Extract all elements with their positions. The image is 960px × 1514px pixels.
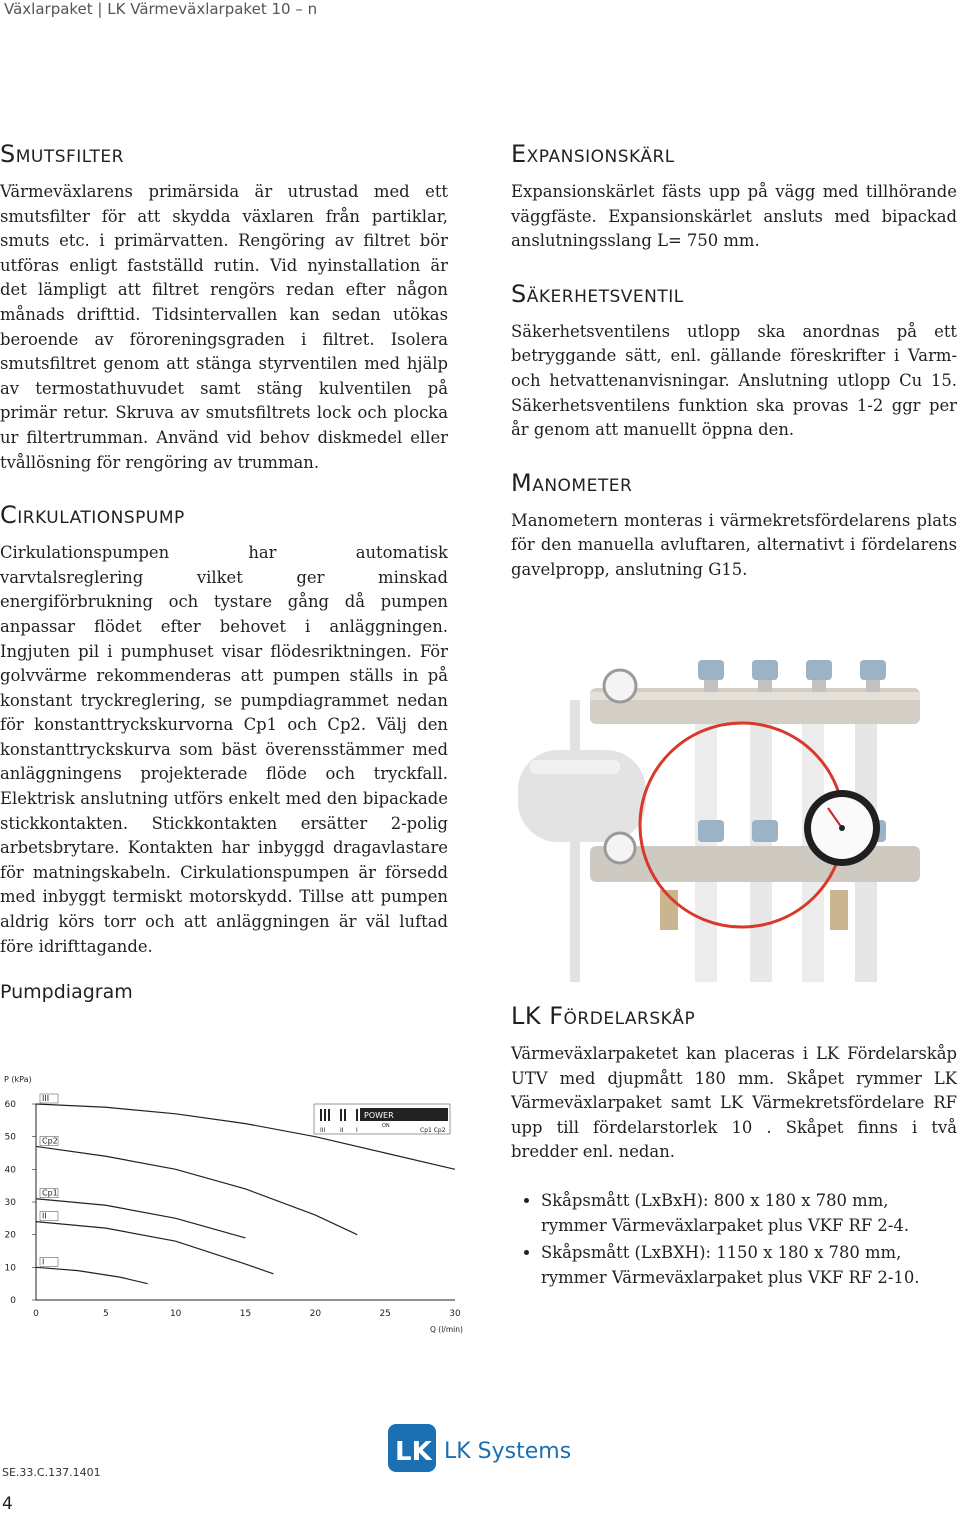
series-line-i [36, 1267, 148, 1283]
list-item: • Skåpsmått (LxBXH): 1150 x 180 x 780 mm, rymmer Värmeväxlarpaket plus VKF RF 2-10. [541, 1241, 957, 1290]
page-header: Växlarpaket | LK Värmeväxlarpaket 10 – n [4, 0, 318, 18]
lk-systems-logo [388, 1424, 588, 1476]
y-axis-label: P (kPa) [4, 1075, 32, 1084]
smutsfilter-heading: Smutsfilter [0, 140, 124, 168]
x-tick-label: 25 [379, 1309, 391, 1319]
bar-icon-5 [344, 1109, 346, 1121]
chart-curves [36, 1104, 455, 1284]
cabinet-size-list [511, 1189, 957, 1290]
legend-label-iii: III [320, 1127, 326, 1134]
expansionskarl-text: Expansionskärlet fästs upp på vägg med tillhörande väggfäste. Expansionskärlet ansluts med bipackad anslutningsslang L= 750 mm. [511, 182, 957, 251]
y-tick-label: 30 [4, 1198, 16, 1208]
series-line-cp2 [36, 1146, 357, 1234]
on-label: ON [382, 1123, 390, 1129]
logo-text: LK Systems [444, 1439, 572, 1464]
list-item: • Skåpsmått (LxBxH): 800 x 180 x 780 mm, rymmer Värmeväxlarpaket plus VKF RF 2-4. [541, 1189, 957, 1238]
x-tick-label: 30 [449, 1309, 461, 1319]
lk-fordelarskap-section [511, 1002, 957, 1293]
y-tick-label: 20 [4, 1230, 16, 1241]
bar-icon-3 [328, 1109, 330, 1121]
y-tick-label: 60 [4, 1100, 16, 1110]
expansionskarl-heading: Expansionskärl [511, 140, 675, 168]
manometer-heading: Manometer [511, 468, 633, 497]
legend-label-ii: II [340, 1127, 344, 1134]
curve-labels [40, 1094, 58, 1266]
smutsfilter-text: Värmeväxlarens primärsida är utrustad med ett smutsfilter för att skydda växlaren från partiklar, smuts etc. i primärvatten. Rengöring av filtret bör utföras enligt fastställd rutin. Vid nyinstallation är det lämpligt att filtret rengörs redan efter någon månads drifttid. Tidsintervallen kan sedan utökas beroende av föroreningsgraden i filtret. Isolera smutsfiltret genom att stänga styrventilen med hjälp av termostathuvudet samt stäng kulventilen på primär retur. Skruva av smutsfiltrets lock och plocka ur filtertrumman. Använd vid behov diskmedel eller tvållösning för rengöring av trumman. [0, 182, 448, 472]
logo-mark-text: LK [395, 1437, 432, 1467]
series-label: II [42, 1211, 47, 1221]
series-label: III [42, 1094, 50, 1103]
control-panel-legend [314, 1104, 450, 1134]
x-tick-label: 15 [239, 1309, 252, 1319]
power-label: POWER [364, 1111, 394, 1120]
legend-label-i: I [356, 1127, 358, 1134]
pumpdiagram-heading: Pumpdiagram [0, 981, 133, 1004]
series-label: I [42, 1257, 45, 1267]
document-number: SE.33.C.137.1401 [2, 1466, 101, 1479]
x-tick-label: 0 [33, 1309, 39, 1319]
cirkulationspump-text: Cirkulationspumpen har automatisk varvtalsreglering vilket ger minskad energiförbrukning och tystare gång då pumpen anpassar flödet efter behovet i anläggningen. Ingjuten pil i pumphuset visar flödesriktningen. För golvvärme rekommenderas att pumpen ställs in på konstant tryckreglering, se pumpdiagrammet nedan för konstanttryckskurvorna Cp1 och Cp2. Välj den konstanttryckskurva som bäst överensstämmer med anläggningens projekterade flöde och tryckfall. Elektrisk anslutning utförs enkelt med den bipackade stickkontakten. Stickkontakten ersätter 2-polig arbetsbrytare. Kontakten har inbyggd dragavlastare för matningskabeln. Cirkulationspumpen är försedd med inbyggt termiskt motorskydd. Tillse att pumpen aldrig körs torr och att anläggningen är väl luftad före idrifttagande. [0, 543, 448, 956]
right-column [511, 140, 957, 583]
bar-icon-6 [356, 1109, 358, 1121]
series-label: Cp1 [42, 1188, 58, 1198]
chart-ticks [5, 1100, 461, 1319]
lk-fordelarskap-text: Värmeväxlarpaketet kan placeras i LK Fördelarskåp UTV med djupmått 180 mm. Skåpet rymmer LK Värmeväxlarpaket samt LK Värmekretsfördelare RF upp till fördelarstorlek 10 . Skåpet finns i två bredder enl. nedan. [511, 1044, 957, 1162]
y-tick-label: 10 [4, 1263, 16, 1274]
sakerhetsventil-text: Säkerhetsventilens utlopp ska anordnas på ett betryggande sätt, enl. gällande föreskrifter i Varm- och hetvattenanvisningar. Anslutning utlopp Cu 15. Säkerhetsventilens funktion ska provas 1-2 ggr per år genom att manuellt öppna den. [511, 321, 957, 440]
y-tick-label: 0 [10, 1296, 16, 1306]
y-tick-label: 40 [4, 1165, 16, 1176]
manometer-text: Manometern monteras i värmekretsfördelarens plats för den manuella avluftaren, alternativt i fördelarens gavelpropp, anslutning G15. [511, 510, 957, 579]
cirkulationspump-heading: Cirkulationspump [0, 501, 185, 530]
legend-cp-labels: Cp1 Cp2 [420, 1127, 446, 1134]
series-label: Cp2 [42, 1136, 58, 1146]
x-tick-label: 20 [309, 1309, 322, 1319]
y-tick-label: 50 [4, 1132, 16, 1143]
left-column [0, 140, 448, 1003]
series-line-cp1 [36, 1199, 246, 1238]
lk-fordelarskap-heading: LK Fördelarskåp [511, 1002, 696, 1030]
x-tick-label: 10 [169, 1309, 182, 1319]
bar-icon-2 [324, 1109, 326, 1121]
chart-axes [36, 1104, 455, 1300]
bar-icon-1 [320, 1109, 322, 1121]
distributor-photo [510, 660, 958, 982]
x-axis-label: Q (l/min) [430, 1325, 463, 1334]
sakerhetsventil-heading: Säkerhetsventil [511, 279, 684, 308]
pump-diagram-chart [0, 1068, 480, 1338]
x-tick-label: 5 [102, 1309, 109, 1319]
series-line-ii [36, 1222, 273, 1274]
page-number: 4 [2, 1494, 13, 1514]
bar-icon-4 [340, 1109, 342, 1121]
